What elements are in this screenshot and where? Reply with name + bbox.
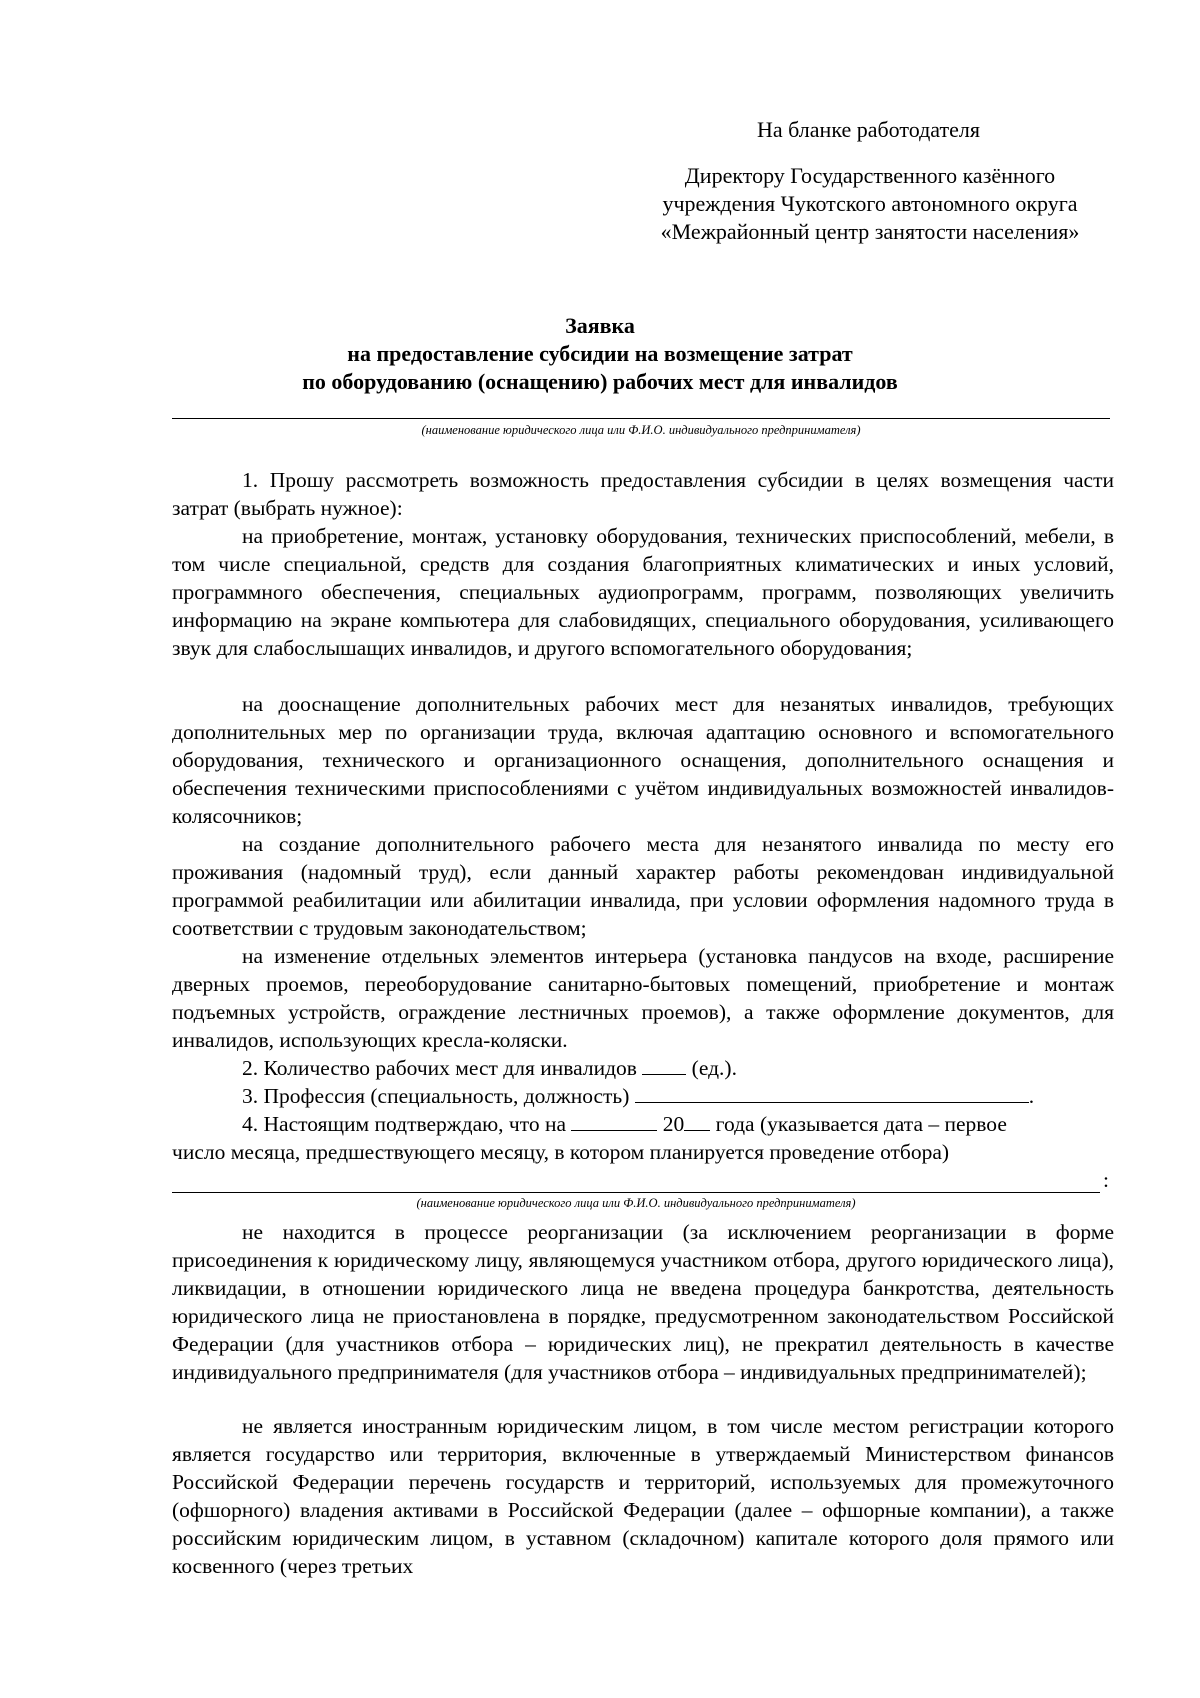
item-2-line [242,1054,737,1082]
entity-name-field-2[interactable] [172,1192,1100,1193]
item-4-suffix: года (указывается дата – первое [715,1112,1007,1136]
profession-field[interactable] [635,1082,1029,1103]
document-title: Заявка [565,313,635,338]
letterhead-note: На бланке работодателя [757,117,980,142]
paragraph-not-reorganization: не находится в процессе реорганизации (за исключением реорганизации в форме присоединения к юридическому лицу, являющемуся участником отбора, другого юридического лица), ликвидации, в отношении юридического лица не введена процедура банкротства, деятельность юридического лица не приостановлена в порядке, предусмотренном законодательством Российской Федерации (для участников отбора – юридических лиц), не прекратил деятельность в качестве индивидуального предпринимателя (для участников отбора – индивидуальных предпринимателей); [172,1220,1114,1384]
item-3-period: . [1028,1084,1035,1108]
entity-name-caption-2: (наименование юридического лица или Ф.И.О. индивидуального предпринимателя) [416,1196,856,1210]
paragraph-not-foreign-entity: не является иностранным юридическим лицом, в том числе местом регистрации которого является государство или территория, включенные в утверждаемый Министерством финансов Российской Федерации перечень государств и территорий, используемых для промежуточного (офшорного) владения активами в Российской Федерации (далее – офшорные компании), а также российским юридическим лицом, в уставном (складочном) капитале которого доля прямого или косвенного (через третьих [172,1414,1114,1578]
paragraph-item-1: 1. Прошу рассмотреть возможность предоставления субсидии в целях возмещения части затрат (выбрать нужное): [172,468,1114,520]
item-4-line-2: число месяца, предшествующего месяцу, в котором планируется проведение отбора) [172,1140,950,1164]
item-3-label: 3. Профессия (специальность, должность) [242,1084,630,1108]
paragraph-option-interior: на изменение отдельных элементов интерьера (установка пандусов на входе, расширение дверных проемов, переоборудование санитарно-бытовых помещений, приобретение и монтаж подъемных устройств, ограждение лестничных проемов), а также оформление документов, для инвалидов, использующих кресла-коляски. [172,944,1114,1052]
document-subtitle-2: по оборудованию (оснащению) рабочих мест для инвалидов [302,369,898,394]
addressee-line-1: Директору Государственного казённого [684,163,1056,188]
item-4-line [242,1110,1007,1138]
workplaces-count-field[interactable] [642,1054,686,1075]
date-day-month-field[interactable] [571,1110,657,1131]
item-4-year-prefix: 20 [662,1112,685,1136]
entity-name-field-1[interactable] [172,418,1110,419]
paragraph-option-equipment: на приобретение, монтаж, установку оборудования, технических приспособлений, мебели, в том числе специальной, средств для создания благоприятных климатических и иных условий, программного обеспечения, специальных аудиопрограмм, программ, позволяющих увеличить информацию на экране компьютера для слабовидящих, специального оборудования, усиливающего звук для слабослышащих инвалидов, и другого вспомогательного оборудования; [172,524,1114,660]
addressee-line-3: «Межрайонный центр занятости населения» [660,219,1080,244]
item-2-unit: (ед.). [691,1056,737,1080]
item-2-label: 2. Количество рабочих мест для инвалидов [242,1056,637,1080]
entity-name-colon: : [1103,1168,1109,1192]
item-4-prefix: 4. Настоящим подтверждаю, что на [242,1112,567,1136]
addressee-line-2: учреждения Чукотского автономного округа [662,191,1078,216]
item-3-line [242,1082,1034,1110]
paragraph-option-additional-equipping: на дооснащение дополнительных рабочих мест для незанятых инвалидов, требующих дополнительных мер по организации труда, включая адаптацию основного и вспомогательного оборудования, технического и организационного оснащения, дополнительного оснащения и обеспечения техническими приспособлениями с учётом индивидуальных возможностей инвалидов-колясочников; [172,692,1114,828]
document-subtitle-1: на предоставление субсидии на возмещение затрат [347,341,853,366]
entity-name-caption-1: (наименование юридического лица или Ф.И.О. индивидуального предпринимателя) [421,423,861,437]
paragraph-option-home-workplace: на создание дополнительного рабочего места для незанятого инвалида по месту его проживания (надомный труд), если данный характер работы рекомендован индивидуальной программой реабилитации или абилитации инвалида, при условии оформления надомного труда в соответствии с трудовым законодательством; [172,832,1114,940]
date-year-field[interactable] [684,1110,710,1131]
